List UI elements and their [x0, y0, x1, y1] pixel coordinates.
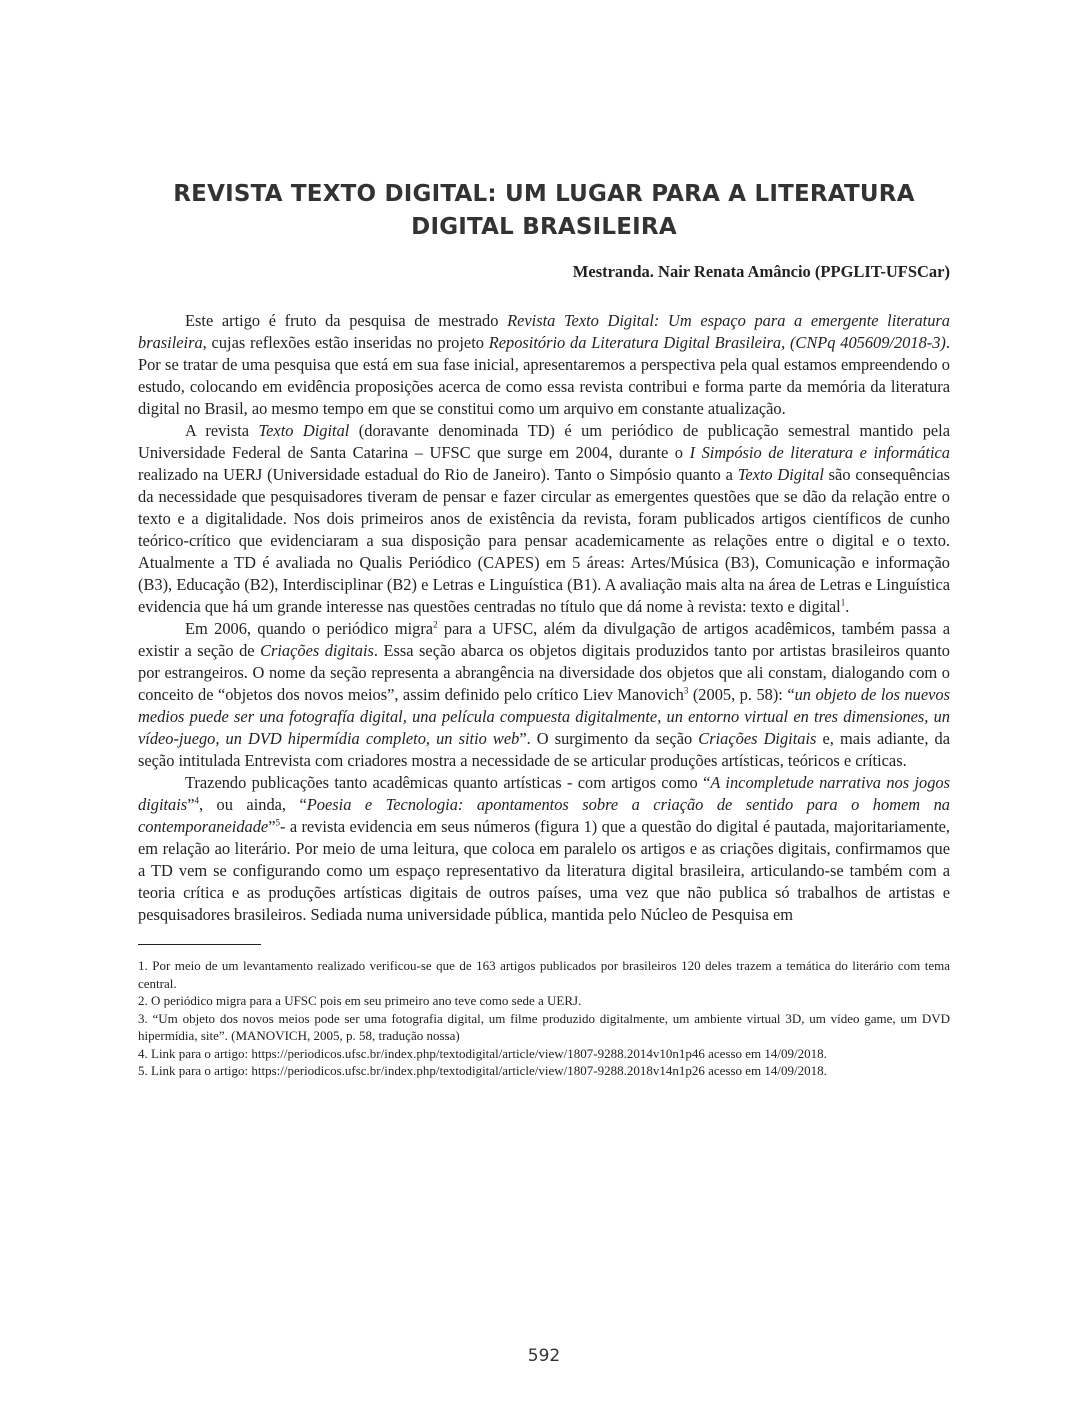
- paragraph-4: [138, 772, 950, 926]
- text: . Por se tratar de uma pesquisa que está em sua fase inicial, apresentaremos a perspectiva pela qual estamos empreendendo o estudo, colocando em evidência proposições acerca de como essa revista contribui e forma parte da memória da literatura digital no Brasil, ao mesmo tempo em que se constitui como um arquivo em constante atualização.: [138, 333, 950, 418]
- text: para a UFSC, além da divulgação de artigos acadêmicos, também passa a existir a seção de: [138, 619, 950, 660]
- footnote-ref-4: 4: [194, 795, 199, 806]
- footnote-1: 1. Por meio de um levantamento realizado verificou-se que de 163 artigos publicados por brasileiros 120 deles trazem a temática do literário com tema central.: [138, 958, 950, 991]
- text: Este artigo é fruto da pesquisa de mestrado: [185, 311, 508, 330]
- italic-text: Criações digitais: [260, 641, 374, 660]
- text: ”: [187, 795, 195, 814]
- text: ”: [268, 817, 276, 836]
- author-line: Mestranda. Nair Renata Amâncio (PPGLIT-UFSCar): [572, 262, 950, 281]
- text: .: [845, 597, 850, 616]
- page-content: [138, 178, 950, 1080]
- text: (2005, p. 58): “: [688, 685, 795, 704]
- text: (doravante denominada TD) é um periódico de publicação semestral mantido pela Universidade Federal de Santa Catarina – UFSC que surge em 2004, durante o: [138, 421, 950, 462]
- paragraph-3: [138, 618, 950, 772]
- text: realizado na UERJ (Universidade estadual do Rio de Janeiro). Tanto o Simpósio quanto a: [138, 465, 738, 484]
- footnote-5: 5. Link para o artigo: https://periodicos.ufsc.br/index.php/textodigital/article/view/1807-9288.2018v14n1p26 acesso em 14/09/2018.: [138, 1063, 827, 1078]
- italic-text: Criações Digitais: [698, 729, 817, 748]
- footnote-divider: [138, 944, 261, 945]
- text: , cujas reflexões estão inseridas no projeto: [202, 333, 489, 352]
- italic-text: Revista Texto Digital: Um espaço para a emergente literatura brasileira: [138, 311, 950, 352]
- italic-text: I Simpósio de literatura e informática: [689, 443, 950, 462]
- footnote-ref-5: 5: [275, 817, 280, 828]
- article-body: [138, 310, 950, 926]
- article-title: REVISTA TEXTO DIGITAL: UM LUGAR PARA A LITERATURA DIGITAL BRASILEIRA: [173, 181, 915, 240]
- text: Trazendo publicações tanto acadêmicas quanto artísticas - com artigos como “: [185, 773, 711, 792]
- footnotes: [138, 957, 950, 1080]
- text: são consequências da necessidade que pesquisadores tiveram de pensar e fazer circular as emergentes questões que se dão da relação entre o texto e a digitalidade. Nos dois primeiros anos de existência da revista, foram publicados artigos científicos de cunho teórico-crítico que evidenciaram a sua disposição para pensar academicamente as relações entre o digital e o texto. Atualmente a TD é avaliada no Qualis Periódico (CAPES) em 5 áreas: Artes/Música (B3), Comunicação e informação (B3), Educação (B2), Interdisciplinar (B2) e Letras e Linguística (B1). A avaliação mais alta na área de Letras e Linguística evidencia que há um grande interesse nas questões centradas no título que dá nome à revista: texto e digital: [138, 465, 950, 616]
- italic-text: un objeto de los nuevos medios puede ser una fotografía digital, una película compuesta digitalmente, un entorno virtual en tres dimensiones, un vídeo-juego, un DVD hipermídia completo, un sitio web: [138, 685, 950, 748]
- footnote-2: 2. O periódico migra para a UFSC pois em seu primeiro ano teve como sede a UERJ.: [138, 993, 582, 1008]
- text: A revista: [185, 421, 259, 440]
- italic-text: Repositório da Literatura Digital Brasileira, (CNPq 405609/2018-3): [488, 333, 946, 352]
- italic-text: Texto Digital: [737, 465, 824, 484]
- text: . Essa seção abarca os objetos digitais produzidos tanto por artistas brasileiros quanto por estrangeiros. O nome da seção representa a abrangência na diversidade dos objetos que ali constam, dialogando com o conceito de “objetos dos novos meios”, assim definido pelo crítico Liev Manovich: [138, 641, 950, 704]
- italic-text: A incompletude narrativa nos jogos digitais: [138, 773, 950, 814]
- footnote-4: 4. Link para o artigo: https://periodicos.ufsc.br/index.php/textodigital/article/view/1807-9288.2014v10n1p46 acesso em 14/09/2018.: [138, 1045, 827, 1061]
- italic-text: Texto Digital: [258, 421, 350, 440]
- text: , ou ainda, “: [198, 795, 307, 814]
- paragraph-2: [138, 420, 950, 618]
- italic-text: Poesia e Tecnologia: apontamentos sobre a criação de sentido para o homem na contemporaneidade: [138, 795, 950, 836]
- footnote-ref-3: 3: [683, 685, 689, 696]
- text: Em 2006, quando o periódico migra: [185, 619, 434, 638]
- paragraph-1: [138, 310, 950, 420]
- footnote-3: 3. “Um objeto dos novos meios pode ser uma fotografia digital, um filme produzido digitalmente, um ambiente virtual 3D, um vídeo game, um DVD hipermídia, site”. (MANOVICH, 2005, p. 58, tradução nossa): [138, 1010, 950, 1043]
- page-number: 592: [527, 1346, 561, 1366]
- text: ”. O surgimento da seção: [519, 729, 699, 748]
- footnote-ref-1: 1: [840, 597, 846, 608]
- text: - a revista evidencia em seus números (figura 1) que a questão do digital é pautada, majoritariamente, em relação ao literário. Por meio de uma leitura, que coloca em paralelo os artigos e as criações digitais, confirmamos que a TD vem se configurando como um espaço representativo da literatura digital brasileira, articulando-se também com a teoria crítica e as produções artísticas digitais de outros países, uma vez que não publica só trabalhos de artistas e pesquisadores brasileiros. Sediada numa universidade pública, mantida pelo Núcleo de Pesquisa em: [138, 817, 950, 924]
- footnote-ref-2: 2: [433, 619, 438, 630]
- text: e, mais adiante, da seção intitulada Entrevista com criadores mostra a necessidade de se articular produções artísticas, teóricos e críticas.: [138, 729, 950, 770]
